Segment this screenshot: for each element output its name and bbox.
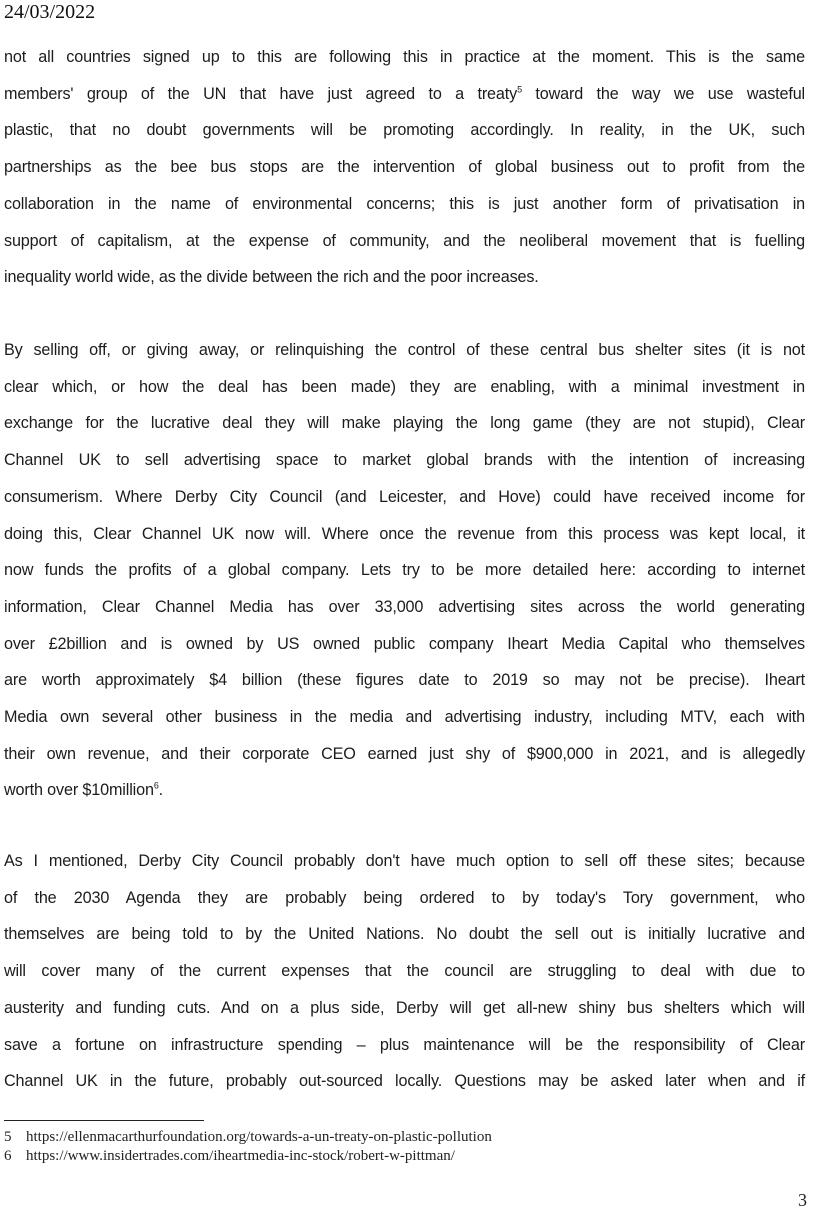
footnote-number: 6 (4, 1148, 12, 1164)
paragraph-line: Media own several other business in the media and advertising industry, including MTV, each with (4, 708, 805, 726)
paragraph-line: now funds the profits of a global company. Lets try to be more detailed here: according to internet (4, 561, 805, 580)
paragraph-line: save a fortune on infrastructure spending – plus maintenance will be the responsibility of Clear (4, 1035, 805, 1054)
footnote-link[interactable]: https://ellenmacarthurfoundation.org/towards-a-un-treaty-on-plastic-pollution (26, 1129, 492, 1145)
paragraph-line: Channel UK to sell advertising space to market global brands with the intention of increasing (4, 451, 805, 470)
footnote-6 (4, 1147, 455, 1165)
paragraph-line: their own revenue, and their corporate CEO earned just shy of $900,000 in 2021, and is allegedly (4, 744, 805, 763)
paragraph-line: are worth approximately $4 billion (these figures date to 2019 so may not be precise). Iheart (4, 671, 805, 690)
paragraph-line: plastic, that no doubt governments will be promoting accordingly. In reality, in the UK, such (4, 121, 805, 140)
paragraph-line: inequality world wide, as the divide between the rich and the poor increases. (4, 268, 539, 287)
paragraph-line: clear which, or how the deal has been made) they are enabling, with a minimal investment in (4, 377, 805, 396)
paragraph-line: exchange for the lucrative deal they will make playing the long game (they are not stupid), Clear (4, 414, 805, 433)
footnote-link[interactable]: https://www.insidertrades.com/iheartmedia-inc-stock/robert-w-pittman/ (26, 1148, 455, 1164)
paragraph-line: By selling off, or giving away, or relinquishing the control of these central bus shelter sites (it is not (4, 341, 805, 359)
paragraph-line: worth over $10million$^6$. (4, 781, 164, 800)
paragraph-line: consumerism. Where Derby City Council (and Leicester, and Hove) could have received income for (4, 487, 805, 506)
paragraph-line: information, Clear Channel Media has over 33,000 advertising sites across the world generating (4, 597, 805, 616)
paragraph-line: members' group of the UN that have just agreed to a treaty$^5$ toward the way we use wasteful (4, 84, 805, 103)
footnote-number: 5 (4, 1129, 12, 1145)
paragraph-line: not all countries signed up to this are following this in practice at the moment. This is the same (4, 48, 805, 66)
paragraph-line: support of capitalism, at the expense of community, and the neoliberal movement that is fuelling (4, 231, 805, 250)
paragraph-line: Channel UK in the future, probably out-sourced locally. Questions may be asked later when and if (4, 1072, 805, 1091)
page-number: 3 (798, 1190, 807, 1210)
footnote-5 (4, 1128, 492, 1146)
paragraph-line: over £2billion and is owned by US owned public company Iheart Media Capital who themselves (4, 634, 805, 653)
paragraph-line: collaboration in the name of environmental concerns; this is just another form of privatisation in (4, 194, 805, 213)
footnote-ref[interactable]: 6 (153, 781, 159, 791)
paragraph-line: doing this, Clear Channel UK now will. Where once the revenue from this process was kept local, it (4, 524, 805, 543)
paragraph-line: As I mentioned, Derby City Council probably don't have much option to sell off these sites; because (4, 852, 805, 870)
footnote-ref[interactable]: 5 (517, 84, 522, 95)
document-date: 24/03/2022 (4, 1, 96, 23)
footnote-separator (4, 1120, 204, 1121)
paragraph-line: partnerships as the bee bus stops are the intervention of global business out to profit from the (4, 158, 805, 177)
paragraph-line: will cover many of the current expenses that the council are struggling to deal with due to (4, 962, 805, 981)
paragraph-line: themselves are being told to by the United Nations. No doubt the sell out is initially lucrative and (4, 925, 805, 944)
paragraph-line: of the 2030 Agenda they are probably being ordered to by today's Tory government, who (4, 888, 805, 907)
paragraph-line: austerity and funding cuts. And on a plus side, Derby will get all-new shiny bus shelters which will (4, 998, 805, 1017)
